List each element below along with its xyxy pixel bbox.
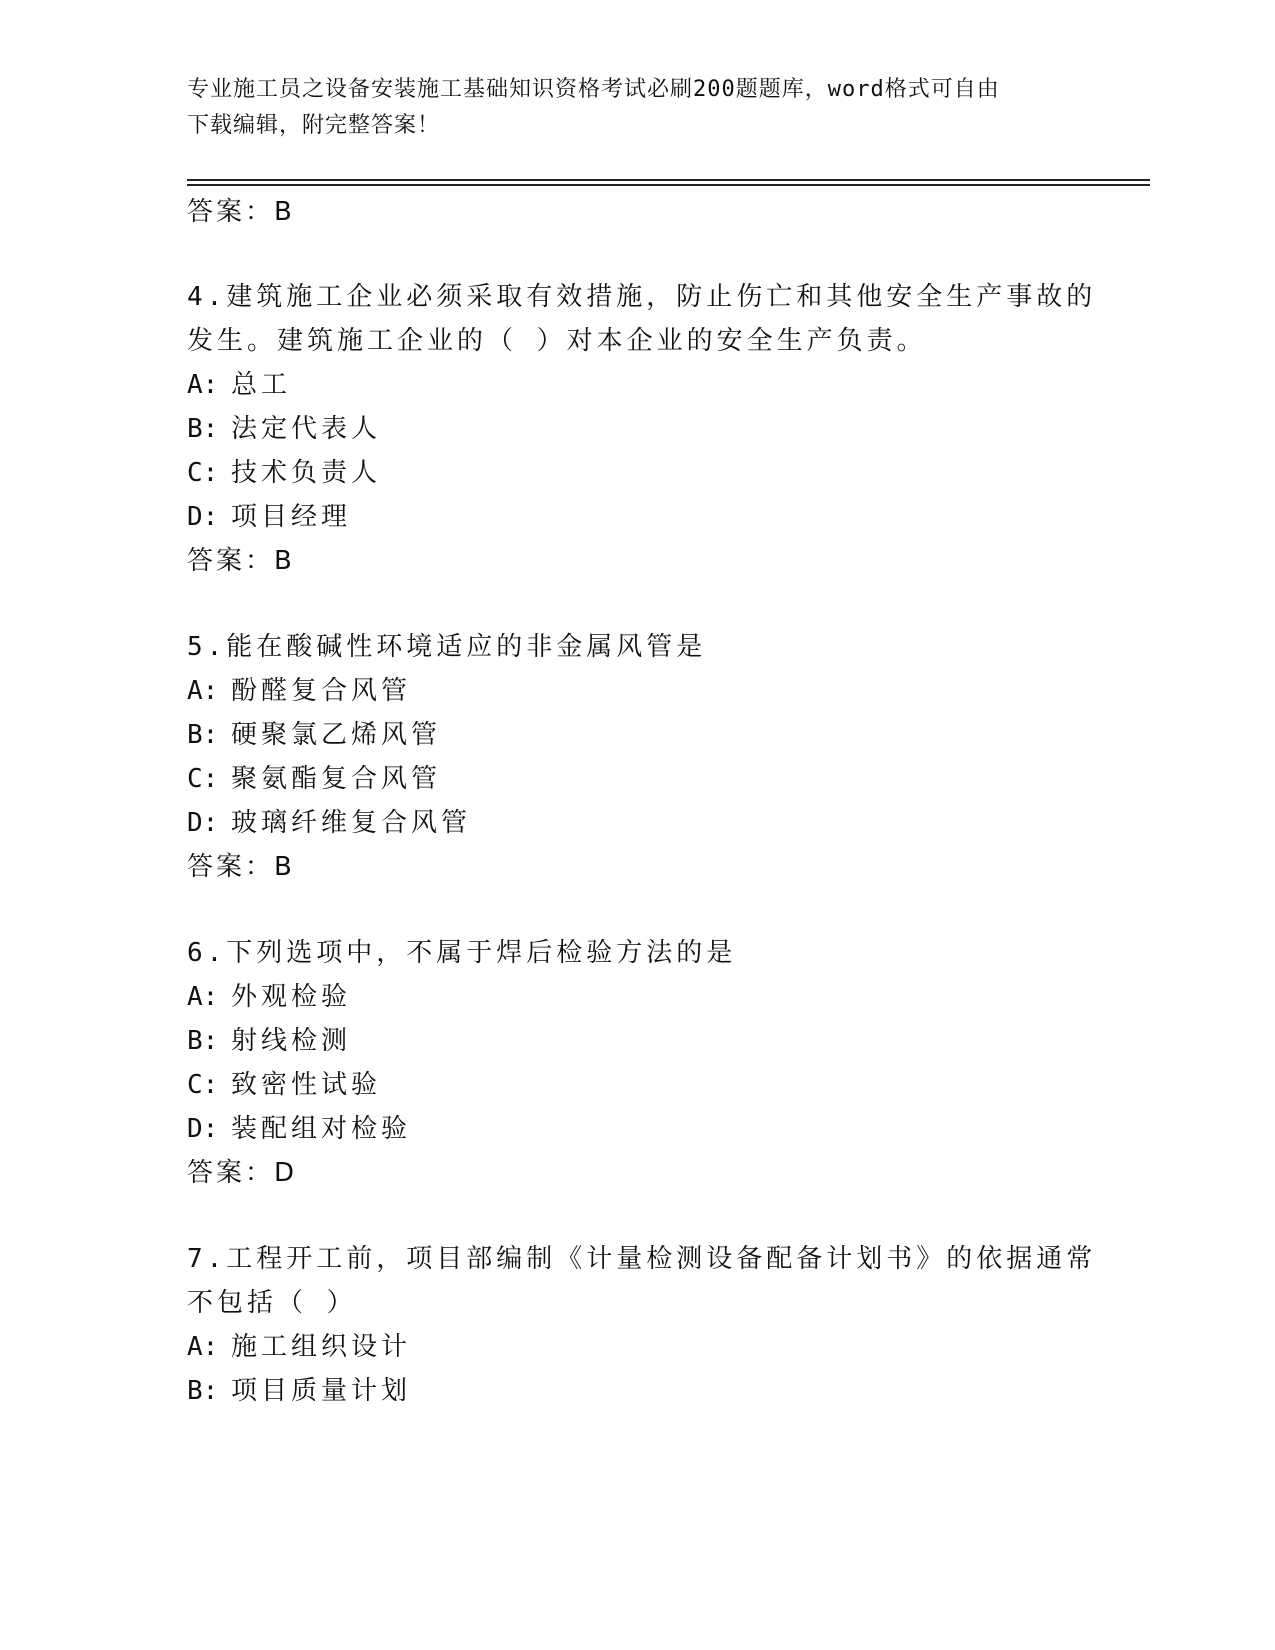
header-divider-bottom — [187, 184, 1150, 186]
header-line-2: 下载编辑，附完整答案！ — [187, 113, 441, 138]
option-text: 射线检测 — [231, 1026, 352, 1056]
question-4-stem-line-2: 发生。建筑施工企业的（ ）对本企业的安全生产负责。 — [187, 326, 927, 356]
option-text: 施工组织设计 — [231, 1332, 412, 1362]
option-text: 装配组对检验 — [231, 1114, 412, 1144]
option-text: 项目质量计划 — [231, 1376, 412, 1406]
option-key: D: — [187, 1114, 219, 1144]
option-key: A: — [187, 1332, 219, 1362]
option-key: B: — [187, 414, 219, 444]
option-text: 总工 — [231, 370, 292, 400]
answer-label: 答案： — [187, 852, 275, 882]
answer-label: 答案： — [187, 1158, 275, 1188]
option-key: C: — [187, 764, 219, 794]
option-key: D: — [187, 502, 219, 532]
question-6-stem-line-1: 6.下列选项中，不属于焊后检验方法的是 — [187, 938, 737, 968]
option-key: C: — [187, 1070, 219, 1100]
option-text: 聚氨酯复合风管 — [231, 764, 442, 794]
answer-value: B — [274, 546, 295, 576]
option-key: A: — [187, 982, 219, 1012]
question-7-option-b — [187, 1370, 411, 1407]
question-5-option-d — [187, 802, 471, 839]
question-6-option-d — [187, 1108, 411, 1145]
option-text: 项目经理 — [231, 502, 352, 532]
question-7-stem-line-2: 不包括（ ） — [187, 1288, 357, 1318]
question-4-option-b — [187, 408, 381, 445]
option-key: B: — [187, 720, 219, 750]
question-7-option-a — [187, 1326, 411, 1363]
option-key: A: — [187, 676, 219, 706]
question-5-option-c — [187, 758, 441, 795]
option-text: 技术负责人 — [231, 458, 382, 488]
question-6-option-c — [187, 1064, 381, 1101]
question-5-stem-line-1: 5.能在酸碱性环境适应的非金属风管是 — [187, 632, 707, 662]
option-key: B: — [187, 1026, 219, 1056]
question-5-option-b — [187, 714, 441, 751]
answer-value: B — [274, 197, 295, 227]
question-4-answer — [187, 540, 295, 577]
question-4-option-d — [187, 496, 351, 533]
option-key: C: — [187, 458, 219, 488]
header-divider-top — [187, 179, 1150, 181]
question-4-option-a — [187, 364, 291, 401]
question-4-option-c — [187, 452, 381, 489]
option-key: A: — [187, 370, 219, 400]
question-4-stem-line-1: 4.建筑施工企业必须采取有效措施，防止伤亡和其他安全生产事故的 — [187, 282, 1097, 312]
answer-line — [187, 191, 295, 228]
question-6-option-b — [187, 1020, 351, 1057]
option-text: 玻璃纤维复合风管 — [231, 808, 472, 838]
option-key: D: — [187, 808, 219, 838]
option-text: 致密性试验 — [231, 1070, 382, 1100]
answer-value: B — [274, 852, 295, 882]
header-line-1: 专业施工员之设备安装施工基础知识资格考试必刷200题题库，word格式可自由 — [187, 77, 1000, 102]
question-6-answer — [187, 1152, 297, 1189]
question-6-option-a — [187, 976, 351, 1013]
question-7-stem-line-1: 7.工程开工前，项目部编制《计量检测设备配备计划书》的依据通常 — [187, 1244, 1097, 1274]
option-key: B: — [187, 1376, 219, 1406]
answer-label: 答案： — [187, 546, 275, 576]
document-header — [187, 72, 1067, 144]
question-5-answer — [187, 846, 295, 883]
question-5-option-a — [187, 670, 411, 707]
option-text: 硬聚氯乙烯风管 — [231, 720, 442, 750]
option-text: 酚醛复合风管 — [231, 676, 412, 706]
answer-label: 答案： — [187, 197, 275, 227]
option-text: 法定代表人 — [231, 414, 382, 444]
answer-value: D — [274, 1158, 298, 1188]
option-text: 外观检验 — [231, 982, 352, 1012]
